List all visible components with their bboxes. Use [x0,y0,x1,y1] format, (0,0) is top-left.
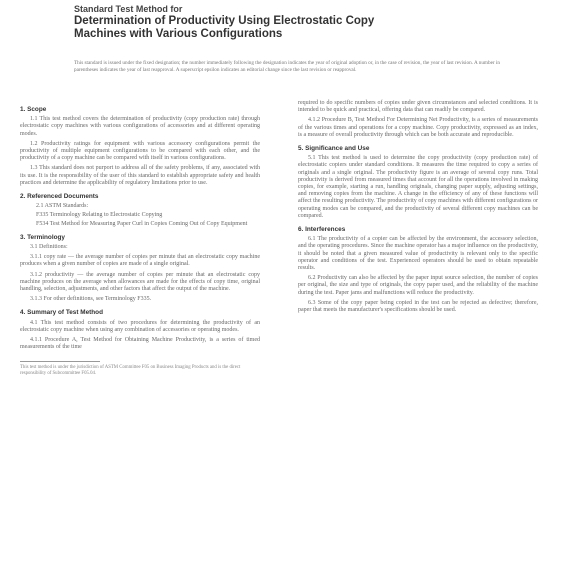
section-3-paragraph: 3.1 Definitions: [30,244,68,251]
section-2-heading: 2. Referenced Documents [20,193,99,201]
pre-title: Standard Test Method for [74,4,183,14]
section-3-heading: 3. Terminology [20,233,65,241]
reference-item: F534 Test Method for Measuring Paper Curl in Copies Coming Out of Copy Equipment [36,220,248,227]
section-4-continued: required to do specific numbers of copies under given circumstances and selected conditions. It is intended to be quick and practical, offering data that can readily be compared. [298,100,538,114]
section-1-paragraph: 1.2 Productivity ratings for equipment with various accessory configurations permit the productivity of multiple equipment configurations to be compared with each other, and the productivity of a copy machine can be compared with itself in various configurations. [20,140,260,162]
document-title-line-1: Determination of Productivity Using Electrostatic Copy [74,15,375,27]
section-6-heading: 6. Interferences [298,226,346,234]
section-3-paragraph: 3.1.1 copy rate — the average number of copies per minute that an electrostatic copy machine produces when a given number of copies are made of a single original. [20,254,260,268]
document-header [74,4,544,41]
section-6-paragraph: 6.3 Some of the copy paper being copied in the test can be rejected as defective; therefore, paper that meets the manufacturer's specifications should be used. [298,299,538,314]
section-5-heading: 5. Significance and Use [298,145,370,153]
section-3-paragraph: 3.1.2 productivity — the average number of copies per minute that an electrostatic copy machine produces on the average when allowances are made for the effects of copy time, original handling, selection, adjustments, and other factors that affect the output of the machine. [20,271,260,293]
section-3-paragraph: 3.1.3 For other definitions, see Terminology F335. [30,296,152,303]
right-column [298,100,538,317]
section-1-paragraph: 1.3 This standard does not purport to address all of the safety problems, if any, associated with its use. It is the responsibility of the user of this standard to establish appropriate safety and health practices and determine the applicability of regulatory limitations prior to use. [20,165,260,186]
standard-notice: This standard is issued under the fixed designation; the number immediately following the designation indicates the year of original adoption or, in the case of revision, the year of last revision. A number in parentheses indicates the year of last reapproval. A superscript epsilon indicates an editorial change since the last revision or reapproval. [74,60,500,73]
section-6-paragraph: 6.2 Productivity can also be affected by the paper input source selection, the number of copies per original, the size and type of originals, the copy paper used, and the reliability of the machine during the test. Paper jams and malfunctions will reduce the productivity. [298,275,538,296]
section-4-paragraph: 4.1 This test method consists of two procedures for determining the productivity of an electrostatic copy machine when using any combination of accessories or operating modes. [20,319,260,333]
section-4-heading: 4. Summary of Test Method [20,309,103,317]
section-1-heading: 1. Scope [20,106,47,113]
section-4-paragraph: 4.1.2 Procedure B, Test Method For Determining Net Productivity, is a series of measurements of the various times and operations for a copy machine. Copy productivity, expressed as an index, is a measure of overall productivity through which can be both accurate and reproducible. [298,117,538,138]
section-4-paragraph: 4.1.1 Procedure A, Test Method for Obtaining Machine Productivity, is a series of timed measurements of the time [20,337,260,351]
footnote-divider [20,361,100,362]
section-1-paragraph: 1.1 This test method covers the determination of productivity (copy production rate) through electrostatic copy machines with various configurations of accessories and at different operating modes. [20,116,260,137]
left-column [20,100,260,377]
reference-item: 2.1 ASTM Standards: [36,203,89,210]
reference-item: F335 Terminology Relating to Electrostatic Copying [36,211,163,218]
footnote: This test method is under the jurisdiction of ASTM Committee F05 on Business Imaging Products and is the direct responsibility of Subcommittee F05.04. [20,365,241,377]
section-5-paragraph: 5.1 This test method is used to determine the copy productivity (copy production rate) of electrostatic copiers under standard conditions. It measures the time required to copy a series of originals and a single original. The productivity figure is an average of several copy runs. Total productivity is derived from measured times that account for all the operations involved in making copies, for example, starting a run, handling originals, changing paper supply, adjusting settings, and removing copies from the machine. A change in the efficiency of any of these functions will affect the resulting productivity. The productivity of copy machines with different configurations or operating modes can be compared, and the productivity of several different copy machines can be compared. [298,155,538,219]
section-6-paragraph: 6.1 The productivity of a copier can be affected by the environment, the accessory selection, and the operating procedures. Since the machine operator has a major influence on the productivity, it should be noted that a given measured value of productivity is relevant only to the specific operator and conditions of the test. Experienced operators should be used to obtain repeatable results. [298,236,538,272]
document-title-line-2: Machines with Various Configurations [74,28,283,40]
